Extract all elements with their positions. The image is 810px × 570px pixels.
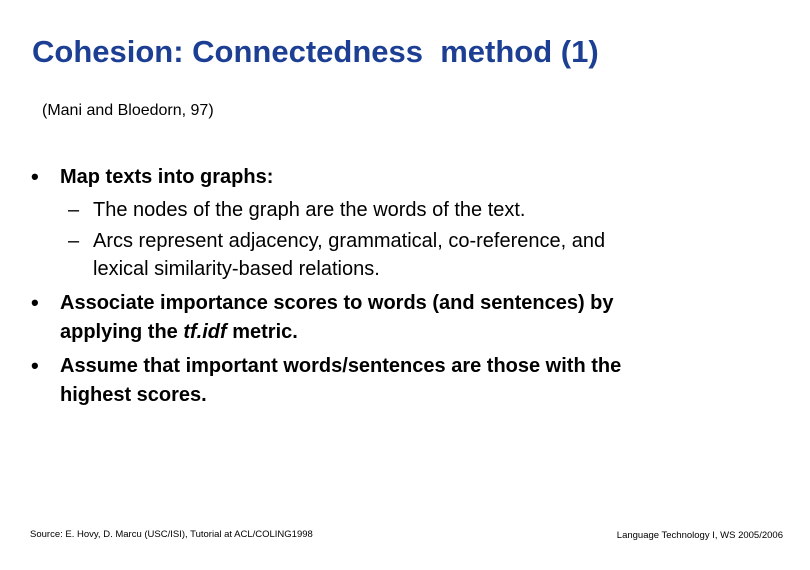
slide-title: Cohesion: Connectedness method (1)	[32, 34, 599, 69]
footer-source: Source: E. Hovy, D. Marcu (USC/ISI), Tutorial at ACL/COLING1998	[30, 529, 313, 540]
bullet-marker: •	[31, 290, 39, 315]
bullet-2-line1: Associate importance scores to words (and sentences) by	[60, 292, 614, 314]
tfidf-term: tf.idf	[183, 321, 227, 343]
subbullet-2-line1: Arcs represent adjacency, grammatical, co-reference, and	[93, 230, 606, 252]
bullet-2-line2-post: metric.	[226, 321, 298, 343]
subbullet-marker: –	[68, 199, 80, 221]
subbullet-marker: –	[68, 230, 80, 252]
bullet-2-line2-pre: applying the	[60, 321, 184, 343]
bullet-marker: •	[31, 164, 39, 189]
bullet-1-text: Map texts into graphs:	[60, 166, 274, 188]
bullet-3-line1: Assume that important words/sentences are those with the	[60, 355, 622, 377]
bullet-marker: •	[31, 353, 39, 378]
bullet-2-line2	[60, 320, 298, 344]
footer-course: Language Technology I, WS 2005/2006	[616, 530, 783, 541]
subbullet-2-line2: lexical similarity-based relations.	[93, 258, 380, 280]
slide-subtitle: (Mani and Bloedorn, 97)	[42, 102, 214, 119]
subbullet-1-text: The nodes of the graph are the words of the text.	[93, 199, 526, 221]
bullet-3-line2: highest scores.	[60, 384, 207, 406]
